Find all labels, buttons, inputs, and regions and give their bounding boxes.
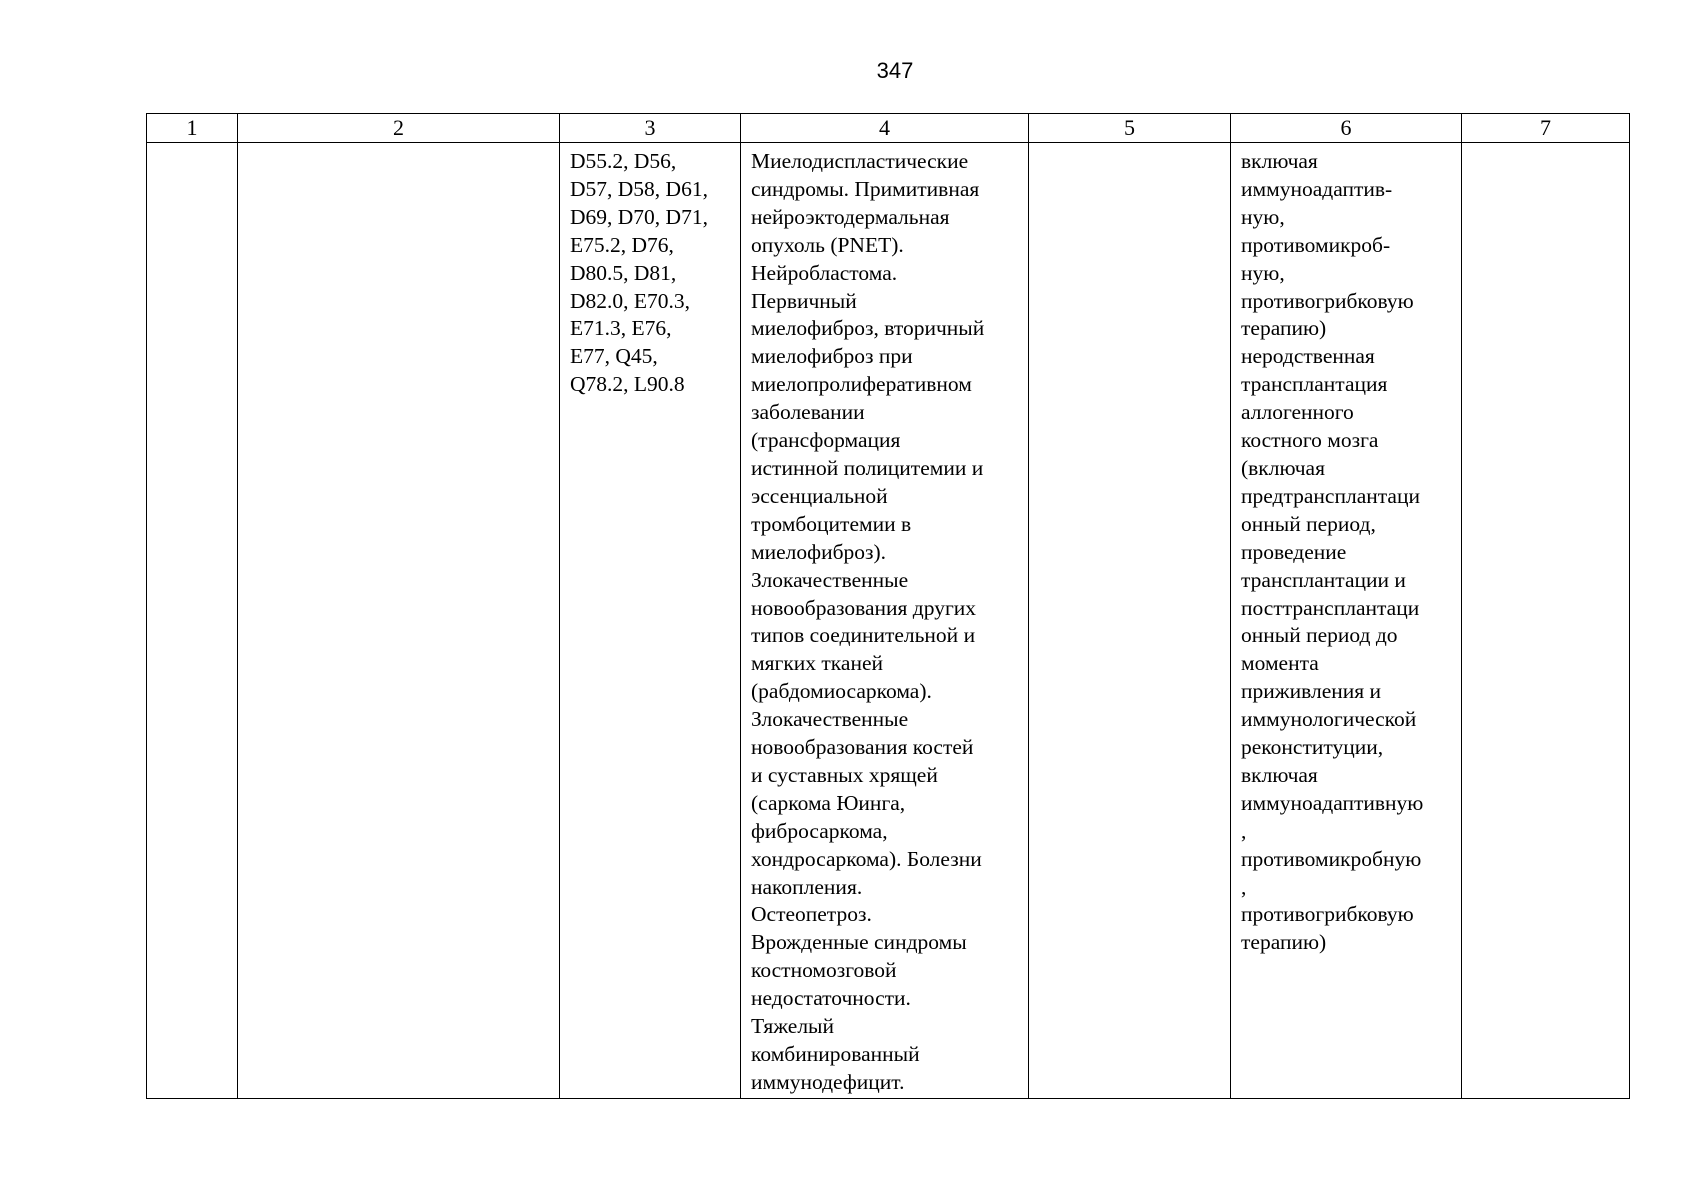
column-header-6: 6	[1231, 114, 1462, 143]
column-header-7: 7	[1462, 114, 1630, 143]
cell-diagnosis-codes	[560, 143, 741, 1099]
cell-col5	[1029, 143, 1231, 1099]
medical-care-table	[146, 113, 1630, 1099]
diagnosis-codes-text: D55.2, D56, D57, D58, D61, D69, D70, D71, E75.2, D76, D80.5, D81, D82.0, E70.3, E71.3, E76, E77, Q45, Q78.2, L90.8	[570, 149, 708, 397]
column-header-5: 5	[1029, 114, 1231, 143]
treatment-method-text: включая иммуноадаптив- ную, противомикроб- ную, противогрибковую терапию) неродственная трансплантация аллогенного костного мозга (включая предтрансплантаци онный период, проведение трансплантации и посттрансплантаци онный период до момента приживления и иммунологической реконституции, включая иммуноадаптивную , противомикробную , противогрибковую терапию)	[1241, 149, 1424, 955]
column-header-3: 3	[560, 114, 741, 143]
page-number: 347	[876, 58, 914, 83]
table-row	[147, 143, 1630, 1099]
column-header-1: 1	[147, 114, 238, 143]
cell-treatment-method	[1231, 143, 1462, 1099]
cell-col7	[1462, 143, 1630, 1099]
column-header-2: 2	[238, 114, 560, 143]
cell-col2	[238, 143, 560, 1099]
column-header-4: 4	[741, 114, 1029, 143]
header-row	[147, 114, 1630, 143]
cell-disease-models	[741, 143, 1029, 1099]
disease-models-text: Миелодиспластические синдромы. Примитивная нейроэктодермальная опухоль (PNET). Нейробластома. Первичный миелофиброз, вторичный миелофиброз при миелопролиферативном заболевании (трансформация истинной полицитемии и эссенциальной тромбоцитемии в миелофиброз). Злокачественные новообразования других типов соединительной и мягких тканей (рабдомиосаркома). Злокачественные новообразования костей и суставных хрящей (саркома Юинга, фибросаркома, хондросаркома). Болезни накопления. Остеопетроз. Врожденные синдромы костномозговой недостаточности. Тяжелый комбинированный иммунодефицит.	[751, 149, 985, 1094]
cell-col1	[147, 143, 238, 1099]
